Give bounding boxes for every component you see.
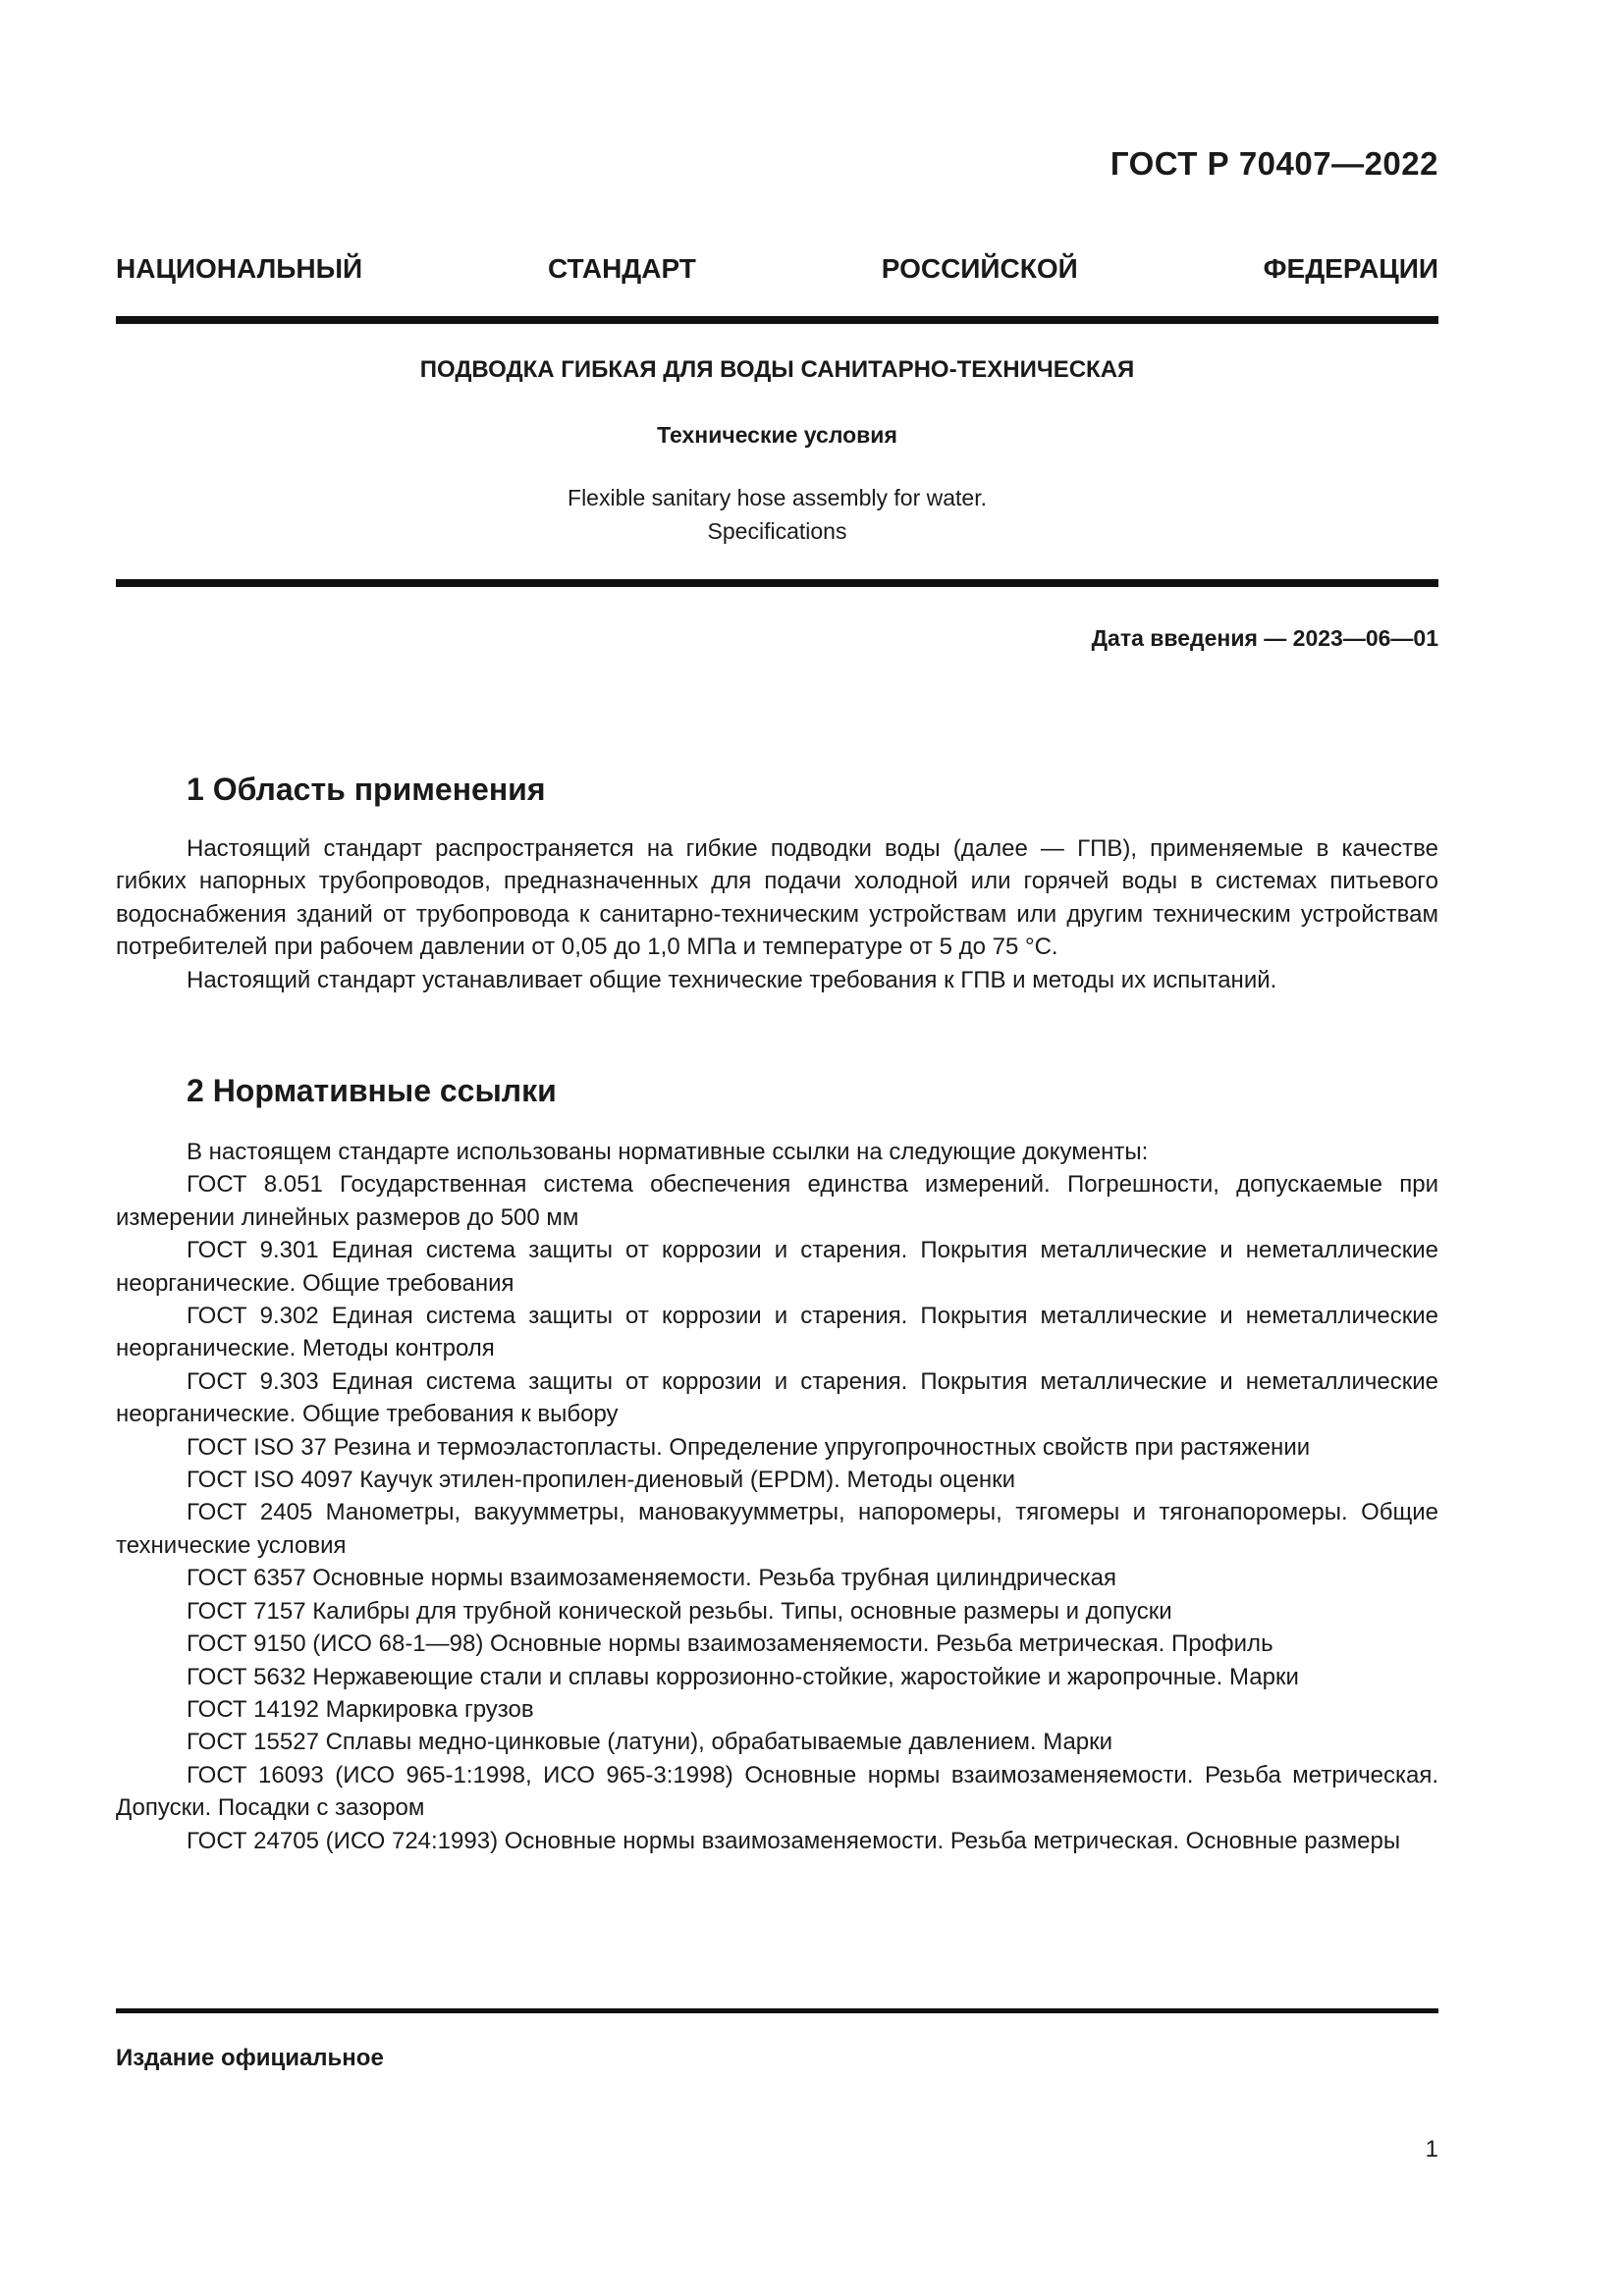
document-subtitle: Технические условия	[657, 422, 897, 448]
reference-item: ГОСТ 9.303 Единая система защиты от коррозии и старения. Покрытия металлические и неметаллические неорганические. Общие требования к выбору	[116, 1367, 1438, 1428]
page-number: 1	[1425, 2136, 1438, 2163]
reference-item: ГОСТ 15527 Сплавы медно-цинковые (латуни), обрабатываемые давлением. Марки	[187, 1729, 1113, 1756]
section-2-body	[116, 1136, 1438, 1857]
footer-divider	[116, 2008, 1438, 2013]
top-divider	[116, 316, 1438, 324]
reference-item: ГОСТ 16093 (ИСО 965-1:1998, ИСО 965-3:1998) Основные нормы взаимозаменяемости. Резьба метрическая. Допуски. Посадки с зазором	[116, 1761, 1438, 1822]
section-1-heading: 1 Область применения	[187, 772, 546, 807]
reference-item: ГОСТ 5632 Нержавеющие стали и сплавы коррозионно-стойкие, жаростойкие и жаропрочные. Марки	[187, 1663, 1299, 1690]
document-number: ГОСТ Р 70407—2022	[1110, 145, 1438, 182]
section-1-paragraph: Настоящий стандарт распространяется на гибкие подводки воды (далее — ГПВ), применяемые в качестве гибких напорных трубопроводов, предназначенных для подачи холодной или горячей воды в системах питьевого водоснабжения зданий от трубопровода к санитарно-техническим устройствам или другим техническим устройствам потребителей при рабочем давлении от 0,05 до 1,0 МПа и температуре от 5 до 75 °С.	[116, 835, 1438, 961]
section-1-paragraph: Настоящий стандарт устанавливает общие технические требования к ГПВ и методы их испытаний.	[187, 966, 1277, 993]
english-title-line-1: Flexible sanitary hose assembly for water.	[568, 485, 987, 510]
reference-item: ГОСТ 2405 Манометры, вакуумметры, мановакуумметры, напоромеры, тягомеры и тягонапоромеры. Общие технические условия	[116, 1499, 1438, 1559]
reference-item: ГОСТ 9.301 Единая система защиты от коррозии и старения. Покрытия металлические и неметаллические неорганические. Общие требования	[116, 1237, 1438, 1297]
document-title: ПОДВОДКА ГИБКАЯ ДЛЯ ВОДЫ САНИТАРНО-ТЕХНИЧЕСКАЯ	[419, 356, 1135, 383]
reference-item: ГОСТ 9150 (ИСО 68-1—98) Основные нормы взаимозаменяемости. Резьба метрическая. Профиль	[187, 1630, 1273, 1658]
reference-item: ГОСТ ISO 37 Резина и термоэластопласты. Определение упругопрочностных свойств при растяжении	[187, 1433, 1311, 1461]
document-page	[116, 0, 1438, 2296]
section-2-heading: 2 Нормативные ссылки	[187, 1073, 557, 1108]
title-divider	[116, 579, 1438, 587]
english-title-line-2: Specifications	[707, 518, 847, 544]
edition-label: Издание официальное	[116, 2045, 384, 2071]
section-1-body	[116, 832, 1438, 996]
introduction-date: Дата введения — 2023—06—01	[1091, 625, 1438, 651]
reference-item: ГОСТ 7157 Калибры для трубной конической резьбы. Типы, основные размеры и допуски	[187, 1597, 1172, 1625]
english-title	[116, 481, 1438, 548]
reference-item: ГОСТ 24705 (ИСО 724:1993) Основные нормы взаимозаменяемости. Резьба метрическая. Основные размеры	[187, 1827, 1401, 1854]
reference-item: ГОСТ 8.051 Государственная система обеспечения единства измерений. Погрешности, допускаемые при измерении линейных размеров до 500 мм	[116, 1171, 1438, 1231]
reference-item: ГОСТ 6357 Основные нормы взаимозаменяемости. Резьба трубная цилиндрическая	[187, 1565, 1116, 1592]
reference-item: ГОСТ 14192 Маркировка грузов	[187, 1695, 534, 1723]
references-intro: В настоящем стандарте использованы нормативные ссылки на следующие документы:	[187, 1139, 1149, 1165]
reference-item: ГОСТ ISO 4097 Каучук этилен-пропилен-диеновый (EPDM). Методы оценки	[187, 1467, 1016, 1494]
reference-item: ГОСТ 9.302 Единая система защиты от коррозии и старения. Покрытия металлические и неметаллические неорганические. Методы контроля	[116, 1303, 1438, 1362]
national-standard-banner: НАЦИОНАЛЬНЫЙ СТАНДАРТ РОССИЙСКОЙ ФЕДЕРАЦИИ	[116, 253, 1438, 284]
